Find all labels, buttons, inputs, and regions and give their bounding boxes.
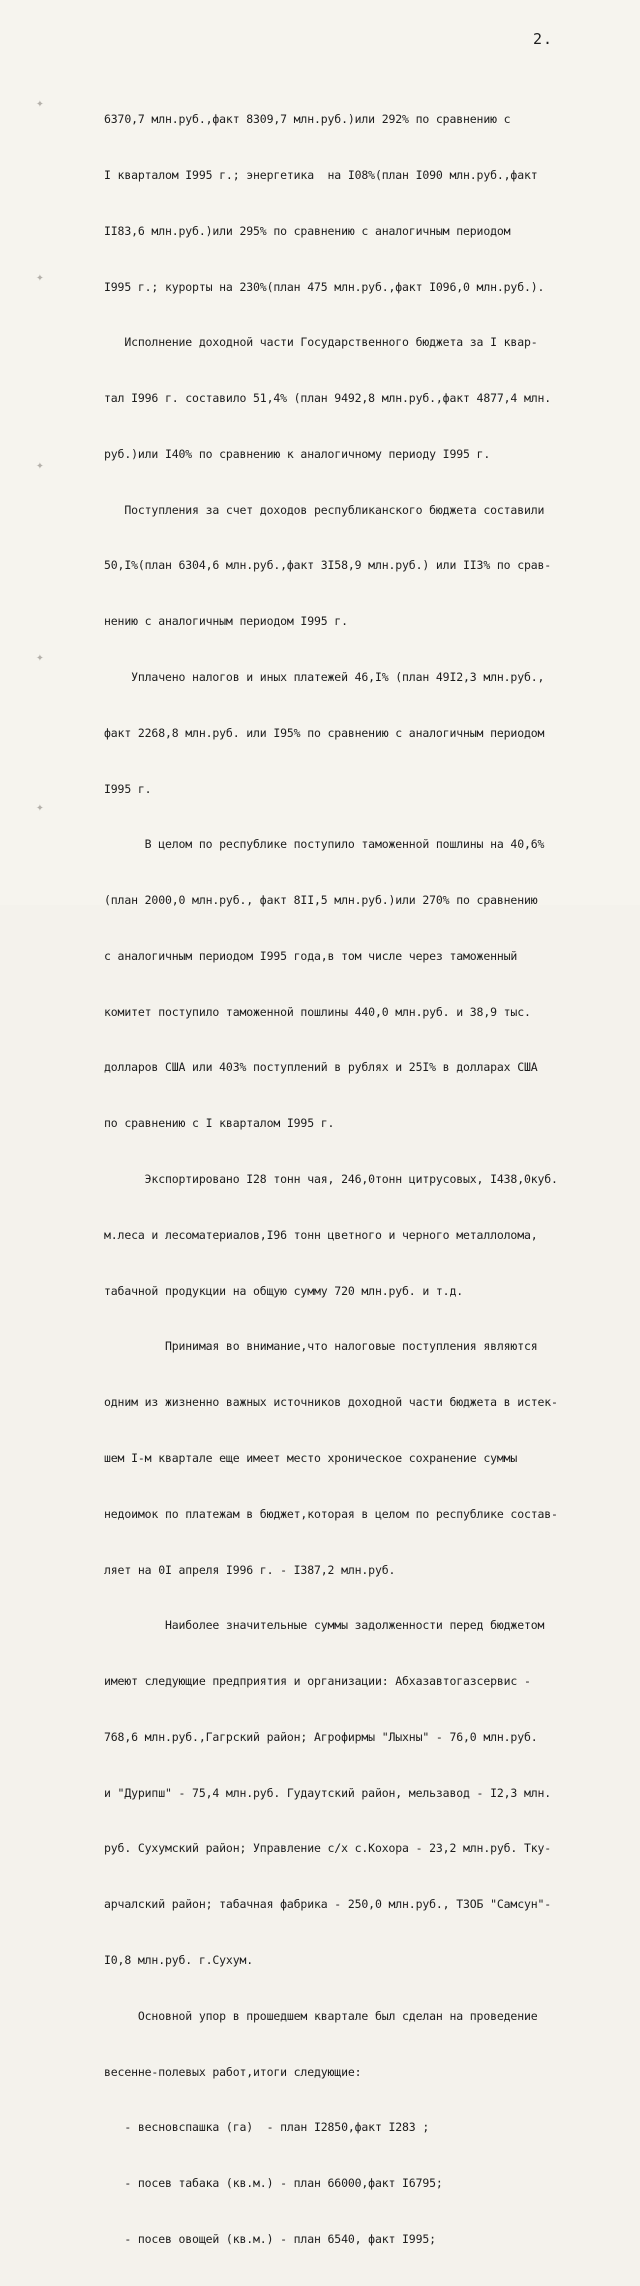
text-line: одним из жизненно важных источников доходной части бюджета в истек- — [104, 1395, 558, 1410]
text-line: комитет поступило таможенной пошлины 440,0 млн.руб. и 38,9 тыс. — [104, 1004, 531, 1019]
margin-mark: ✦ — [36, 458, 44, 473]
text-line: Экспортировано I28 тонн чая, 246,0тонн цитрусовых, I438,0куб. — [104, 1172, 558, 1187]
text-line: долларов США или 403% поступлений в рублях и 25I% в долларах США — [104, 1060, 538, 1075]
text-line: факт 2268,8 млн.руб. или I95% по сравнению с аналогичным периодом — [104, 725, 545, 740]
text-line: по сравнению с I кварталом I995 г. — [104, 1116, 335, 1131]
text-line: - посев табака (кв.м.) - план 66000,факт I6795; — [104, 2176, 443, 2191]
text-line: тал I996 г. составило 51,4% (план 9492,8 млн.руб.,факт 4877,4 млн. — [104, 391, 552, 406]
text-line: Наиболее значительные суммы задолженности перед бюджетом — [104, 1618, 545, 1633]
text-line: 50,I%(план 6304,6 млн.руб.,факт 3I58,9 млн.руб.) или II3% по срав- — [104, 558, 552, 573]
text-line: руб. Сухумский район; Управление с/х с.Кохора - 23,2 млн.руб. Тку- — [104, 1841, 552, 1856]
text-line: ляет на 0I апреля I996 г. - I387,2 млн.руб. — [104, 1562, 396, 1577]
text-line: табачной продукции на общую сумму 720 млн.руб. и т.д. — [104, 1283, 464, 1298]
text-line: - весновспашка (га) - план I2850,факт I283 ; — [104, 2120, 430, 2135]
document-body — [104, 73, 624, 2286]
text-line: I995 г. — [104, 781, 152, 796]
text-line: Поступления за счет доходов республиканского бюджета составили — [104, 502, 545, 517]
text-line: Исполнение доходной части Государственного бюджета за I квар- — [104, 335, 538, 350]
text-line: с аналогичным периодом I995 года,в том числе через таможенный — [104, 948, 518, 963]
text-line: I кварталом I995 г.; энергетика на I08%(план I090 млн.руб.,факт — [104, 167, 538, 182]
text-line: Основной упор в прошедшем квартале был сделан на проведение — [104, 2008, 538, 2023]
margin-mark: ✦ — [36, 650, 44, 665]
text-line: арчалский район; табачная фабрика - 250,0 млн.руб., ТЗОБ "Самсун"- — [104, 1897, 552, 1912]
margin-mark: ✦ — [36, 800, 44, 815]
text-line: - посев овощей (кв.м.) - план 6540, факт I995; — [104, 2231, 436, 2246]
text-line: недоимок по платежам в бюджет,которая в целом по республике состав- — [104, 1506, 558, 1521]
margin-mark: ✦ — [36, 96, 44, 111]
page-number: 2. — [533, 30, 554, 48]
text-line: весенне-полевых работ,итоги следующие: — [104, 2064, 362, 2079]
text-line: Принимая во внимание,что налоговые поступления являются — [104, 1339, 538, 1354]
text-line: Уплачено налогов и иных платежей 46,I% (план 49I2,3 млн.руб., — [104, 670, 545, 684]
text-line: 6370,7 млн.руб.,факт 8309,7 млн.руб.)или 292% по сравнению с — [104, 112, 511, 127]
text-line: II83,6 млн.руб.)или 295% по сравнению с аналогичным периодом — [104, 223, 511, 238]
text-line: I995 г.; курорты на 230%(план 475 млн.руб.,факт I096,0 млн.руб.). — [104, 279, 545, 294]
text-line: руб.)или I40% по сравнению к аналогичному периоду I995 г. — [104, 446, 491, 461]
text-line: нению с аналогичным периодом I995 г. — [104, 614, 348, 629]
text-line: шем I-м квартале еще имеет место хроническое сохранение суммы — [104, 1450, 518, 1465]
text-line: В целом по республике поступило таможенной пошлины на 40,6% — [104, 837, 545, 852]
text-line: 768,6 млн.руб.,Гагрский район; Агрофирмы "Лыхны" - 76,0 млн.руб. — [104, 1729, 538, 1744]
text-line: I0,8 млн.руб. г.Сухум. — [104, 1952, 254, 1967]
text-line: м.леса и лесоматериалов,I96 тонн цветного и черного металлолома, — [104, 1227, 538, 1242]
text-line: (план 2000,0 млн.руб., факт 8II,5 млн.руб.)или 270% по сравнению — [104, 893, 538, 908]
margin-mark: ✦ — [36, 270, 44, 285]
text-line: и "Дурипш" - 75,4 млн.руб. Гудаутский район, мельзавод - I2,3 млн. — [104, 1785, 552, 1800]
text-line: имеют следующие предприятия и организации: Абхазавтогазсервис - — [104, 1674, 531, 1689]
